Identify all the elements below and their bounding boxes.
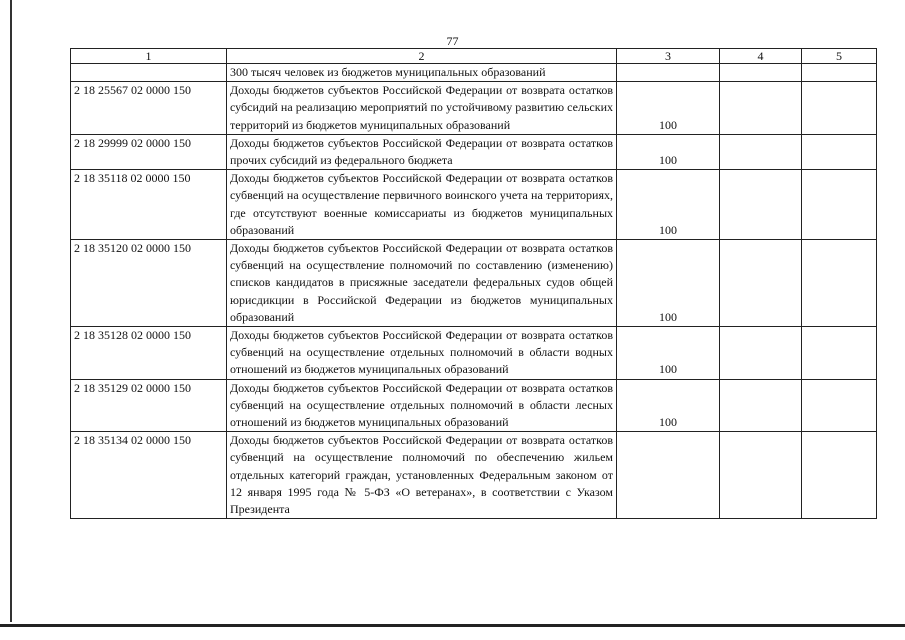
row-value-col5 <box>802 240 877 327</box>
row-code: 2 18 29999 02 0000 150 <box>71 134 227 169</box>
row-value-col4 <box>720 170 802 240</box>
table-header-row <box>71 49 877 64</box>
page-number: 77 <box>446 34 459 48</box>
row-value-col4 <box>720 240 802 327</box>
column-header-5: 5 <box>802 49 877 64</box>
column-header-4: 4 <box>720 49 802 64</box>
row-code: 2 18 35120 02 0000 150 <box>71 240 227 327</box>
bottom-page-rule <box>0 624 905 627</box>
row-value-col4 <box>720 64 802 82</box>
table-row <box>71 82 877 135</box>
row-value-col5 <box>802 327 877 380</box>
row-code: 2 18 25567 02 0000 150 <box>71 82 227 135</box>
row-description: Доходы бюджетов субъектов Российской Федерации от возврата остатков прочих субсидий из федерального бюджета <box>227 134 617 169</box>
row-value-col4 <box>720 432 802 519</box>
budget-codes-table <box>70 48 877 519</box>
table-row <box>71 432 877 519</box>
table-row <box>71 379 877 432</box>
column-header-3: 3 <box>617 49 720 64</box>
row-code: 2 18 35128 02 0000 150 <box>71 327 227 380</box>
table-row <box>71 170 877 240</box>
table-row <box>71 240 877 327</box>
row-value-col3 <box>617 64 720 82</box>
row-code <box>71 64 227 82</box>
row-description: Доходы бюджетов субъектов Российской Федерации от возврата остатков субвенций на осуществление отдельных полномочий в области водных отношений из бюджетов муниципальных образований <box>227 327 617 380</box>
table-row <box>71 327 877 380</box>
row-value-col5 <box>802 134 877 169</box>
row-value-col5 <box>802 64 877 82</box>
row-value-col4 <box>720 327 802 380</box>
row-description: Доходы бюджетов субъектов Российской Федерации от возврата остатков субвенций на осуществление отдельных полномочий в области лесных отношений из бюджетов муниципальных образований <box>227 379 617 432</box>
row-code: 2 18 35129 02 0000 150 <box>71 379 227 432</box>
row-value-col5 <box>802 379 877 432</box>
row-description: Доходы бюджетов субъектов Российской Федерации от возврата остатков субвенций на осуществление полномочий по обеспечению жильем отдельных категорий граждан, установленных Федеральным законом от 12 января 1995 года № 5-ФЗ «О ветеранах», в соответствии с Указом Президента <box>227 432 617 519</box>
row-description: Доходы бюджетов субъектов Российской Федерации от возврата остатков субвенций на осуществление первичного воинского учета на территориях, где отсутствуют военные комиссариаты из бюджетов муниципальных образований <box>227 170 617 240</box>
row-value-col4 <box>720 379 802 432</box>
row-value-col3: 100 <box>617 327 720 380</box>
table-row <box>71 134 877 169</box>
row-code: 2 18 35118 02 0000 150 <box>71 170 227 240</box>
column-header-2: 2 <box>227 49 617 64</box>
row-value-col3: 100 <box>617 170 720 240</box>
row-value-col4 <box>720 134 802 169</box>
table-row <box>71 64 877 82</box>
row-description: Доходы бюджетов субъектов Российской Федерации от возврата остатков субвенций на осуществление полномочий по составлению (изменению) списков кандидатов в присяжные заседатели федеральных судов общей юрисдикции в Российской Федерации из бюджетов муниципальных образований <box>227 240 617 327</box>
row-value-col5 <box>802 432 877 519</box>
row-value-col4 <box>720 82 802 135</box>
row-description: Доходы бюджетов субъектов Российской Федерации от возврата остатков субсидий на реализацию мероприятий по устойчивому развитию сельских территорий из бюджетов муниципальных образований <box>227 82 617 135</box>
row-value-col5 <box>802 170 877 240</box>
left-margin-rule <box>10 0 12 622</box>
row-value-col3: 100 <box>617 240 720 327</box>
column-header-1: 1 <box>71 49 227 64</box>
row-value-col5 <box>802 82 877 135</box>
row-code: 2 18 35134 02 0000 150 <box>71 432 227 519</box>
row-value-col3: 100 <box>617 379 720 432</box>
row-description: 300 тысяч человек из бюджетов муниципальных образований <box>227 64 617 82</box>
row-value-col3 <box>617 432 720 519</box>
row-value-col3: 100 <box>617 82 720 135</box>
row-value-col3: 100 <box>617 134 720 169</box>
